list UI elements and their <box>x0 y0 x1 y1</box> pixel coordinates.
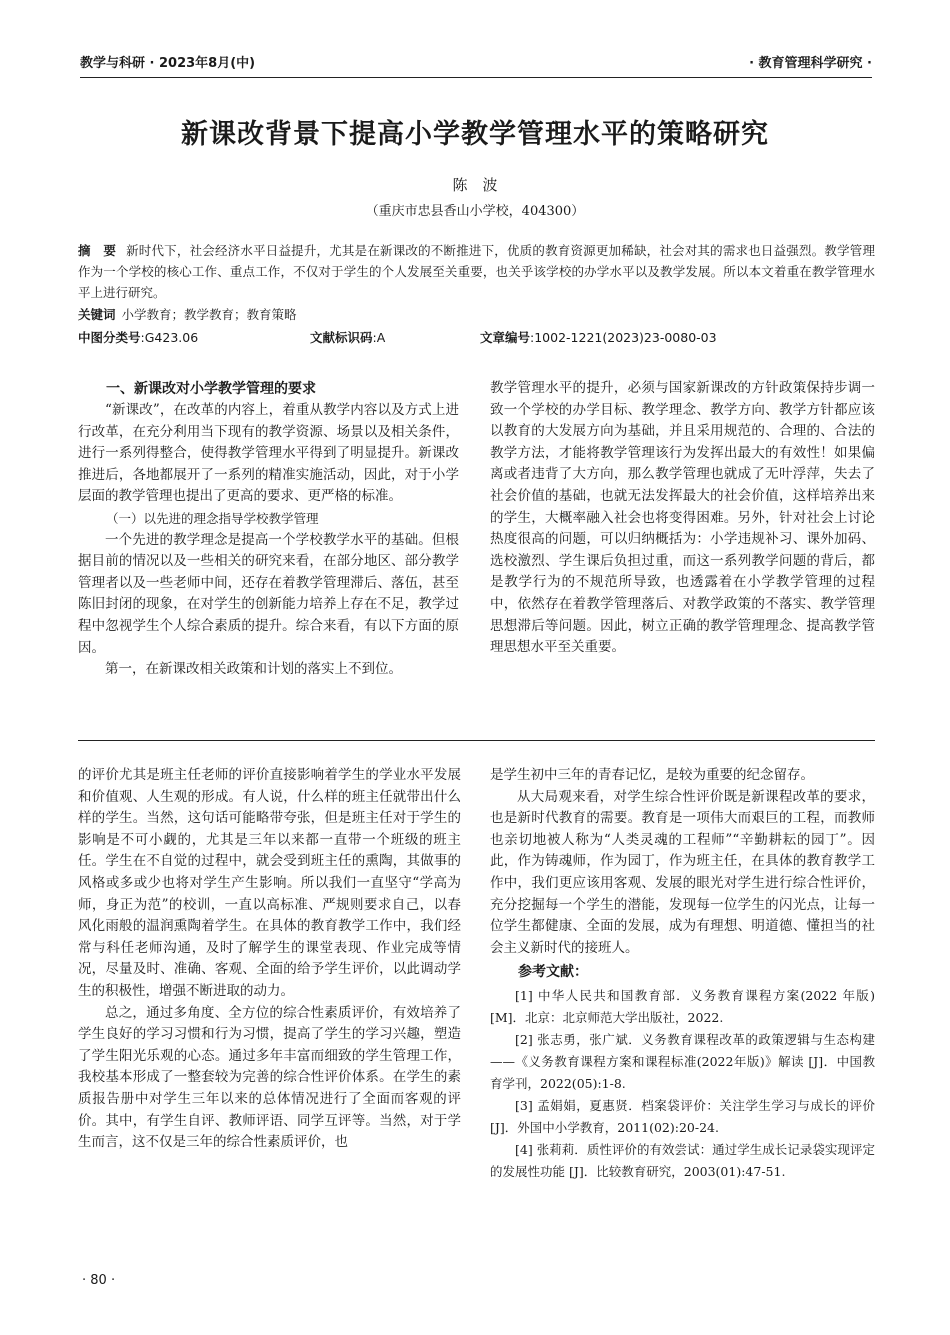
section-heading: 一、新课改对小学教学管理的要求 <box>106 381 316 397</box>
section-divider <box>78 740 875 741</box>
reference-item: [1] 中华人民共和国教育部．义务教育课程方案(2022 年版)[M]．北京：北京师范大学出版社，2022. <box>490 988 875 1026</box>
body-column-bottom-right <box>490 765 875 1183</box>
keywords <box>78 305 875 325</box>
paragraph: 总之，通过多角度、全方位的综合性素质评价，有效培养了学生良好的学习习惯和行为习惯，提高了学生的学习兴趣，塑造了学生阳光乐观的心态。通过多年丰富而细致的学生管理工作，我校基本形成了一整套较为完善的综合性评价体系。在学生的素质报告册中对学生三年以来的总体情况进行了全面而客观的评价。其中，有学生自评、教师评语、同学互评等。当然，对于学生而言，这不仅是三年的综合性素质评价，也 <box>78 1004 461 1151</box>
article-title: 新课改背景下提高小学教学管理水平的策略研究 <box>181 119 769 150</box>
keywords-label: 关键词 <box>78 307 116 322</box>
body-column-top-left <box>78 378 459 681</box>
paragraph: 的评价尤其是班主任老师的评价直接影响着学生的学业水平发展和价值观、人生观的形成。有人说，什么样的班主任就带出什么样的学生。当然，这句话可能略带夸张，但是班主任对于学生的影响是不可小觑的，尤其是三年以来都一直带一个班级的班主任。学生在不自觉的过程中，就会受到班主任的熏陶，其做事的风格或多或少也将对学生产生影响。所以我们一直坚守“学高为师，身正为范”的校训，一直以高标准、严规则要求自己，以春风化雨般的温润熏陶着学生。在具体的教育教学工作中，我们经常与科任老师沟通，及时了解学生的课堂表现、作业完成等情况，尽量及时、准确、客观、全面的给予学生评价，以此调动学生的积极性，增强不断进取的动力。 <box>78 767 461 999</box>
references-heading: 参考文献： <box>518 964 588 981</box>
paragraph: “新课改”，在改革的内容上，着重从教学内容以及方式上进行改革，在充分利用当下现有的教学资源、场景以及相关条件，进行一系列得整合，使得教学管理水平得到了明显提升。新课改推进后，各地都展开了一系列的精准实施活动，因此，对于小学层面的教学管理也提出了更高的要求、更严格的标准。 <box>78 402 459 505</box>
running-head <box>80 52 872 72</box>
reference-item: [3] 孟娟娟，夏惠贤．档案袋评价：关注学生学习与成长的评价 [J]．外国中小学教育，2011(02):20-24. <box>490 1098 875 1136</box>
running-head-section: · 教育管理科学研究 · <box>749 56 872 71</box>
paragraph: 从大局观来看，对学生综合性评价既是新课程改革的要求，也是新时代教育的需要。教育是一项伟大而艰巨的工程，而教师也亲切地被人称为“人类灵魂的工程师”“辛勤耕耘的园丁”。因此，作为铸魂师，作为园丁，作为班主任，在具体的教育教学工作中，我们更应该用客观、发展的眼光对学生进行综合性评价，充分挖掘每一个学生的潜能，发现每一位学生的闪光点，让每一位学生都健康、全面的发展，成为有理想、明道德、懂担当的社会主义新时代的接班人。 <box>490 788 875 956</box>
paragraph: 是学生初中三年的青春记忆，是较为重要的纪念留存。 <box>490 767 814 783</box>
author-affiliation: （重庆市忠县香山小学校，404300） <box>365 204 585 219</box>
paragraph: 教学管理水平的提升，必须与国家新课改的方针政策保持步调一致一个学校的办学目标、教学理念、教学方向、教学方针都应该以教育的大发展方向为基础，并且采用规范的、合理的、合法的教学方法，才能将教学管理该行为发挥出最大的有效性！如果偏离或者违背了大方向，那么教学管理也就成了无叶浮萍，失去了社会价值的基础，也就无法发挥最大的社会价值，这样培养出来的学生，大概率融入社会也将变得困难。另外，针对社会上讨论热度很高的问题，可以归纳概括为：小学违规补习、课外加码、选校激烈、学生课后负担过重，而这一系列教学问题的背后，都是教学行为的不规范所导致，也透露着在小学教学管理的过程中，依然存在着教学管理落后、对教学政策的不落实、教学管理思想滞后等问题。因此，树立正确的教学管理理念、提高教学管理思想水平至关重要。 <box>490 380 875 656</box>
abstract <box>78 240 875 303</box>
author-name: 陈 波 <box>452 176 498 194</box>
subsection-heading: （一）以先进的理念指导学校教学管理 <box>106 510 319 526</box>
reference-item: [4] 张莉莉．质性评价的有效尝试：通过学生成长记录袋实现评定的发展性功能 [J]．比较教育研究，2003(01):47-51. <box>490 1142 875 1180</box>
article-number: 文章编号:1002-1221(2023)23-0080-03 <box>480 330 717 345</box>
page-number: · 80 · <box>82 1273 116 1288</box>
abstract-label: 摘 要 <box>78 243 117 258</box>
keywords-text: 小学教育；教学教育；教育策略 <box>121 307 297 322</box>
document-code: 文献标识码:A <box>310 330 386 345</box>
paragraph: 一个先进的教学理念是提高一个学校教学水平的基础。但根据目前的情况以及一些相关的研究来看，在部分地区、部分教学管理者以及一些老师中间，还存在着教学管理滞后、落伍，甚至陈旧封闭的现象，在对学生的创新能力培养上存在不足，教学过程中忽视学生个人综合素质的提升。综合来看，有以下方面的原因。 <box>78 531 459 656</box>
reference-item: [2] 张志勇，张广斌．义务教育课程改革的政策逻辑与生态构建——《义务教育课程方案和课程标准(2022年版)》解读 [J]．中国教育学刊，2022(05):1-8. <box>490 1032 875 1092</box>
running-head-journal: 教学与科研 · 2023年8月(中) <box>80 56 256 71</box>
clc-number: 中图分类号:G423.06 <box>78 330 199 345</box>
body-column-bottom-left <box>78 765 461 1154</box>
abstract-text: 新时代下，社会经济水平日益提升，尤其是在新课改的不断推进下，优质的教育资源更加稀缺，社会对其的需求也日益强烈。教学管理作为一个学校的核心工作、重点工作，不仅对于学生的个人发展至关重要，也关乎该学校的办学水平以及教学发展。所以本文着重在教学管理水平上进行研究。 <box>78 243 875 300</box>
paragraph: 第一，在新课改相关政策和计划的落实上不到位。 <box>105 661 402 678</box>
header-rule <box>80 77 872 78</box>
body-column-top-right <box>490 378 875 659</box>
